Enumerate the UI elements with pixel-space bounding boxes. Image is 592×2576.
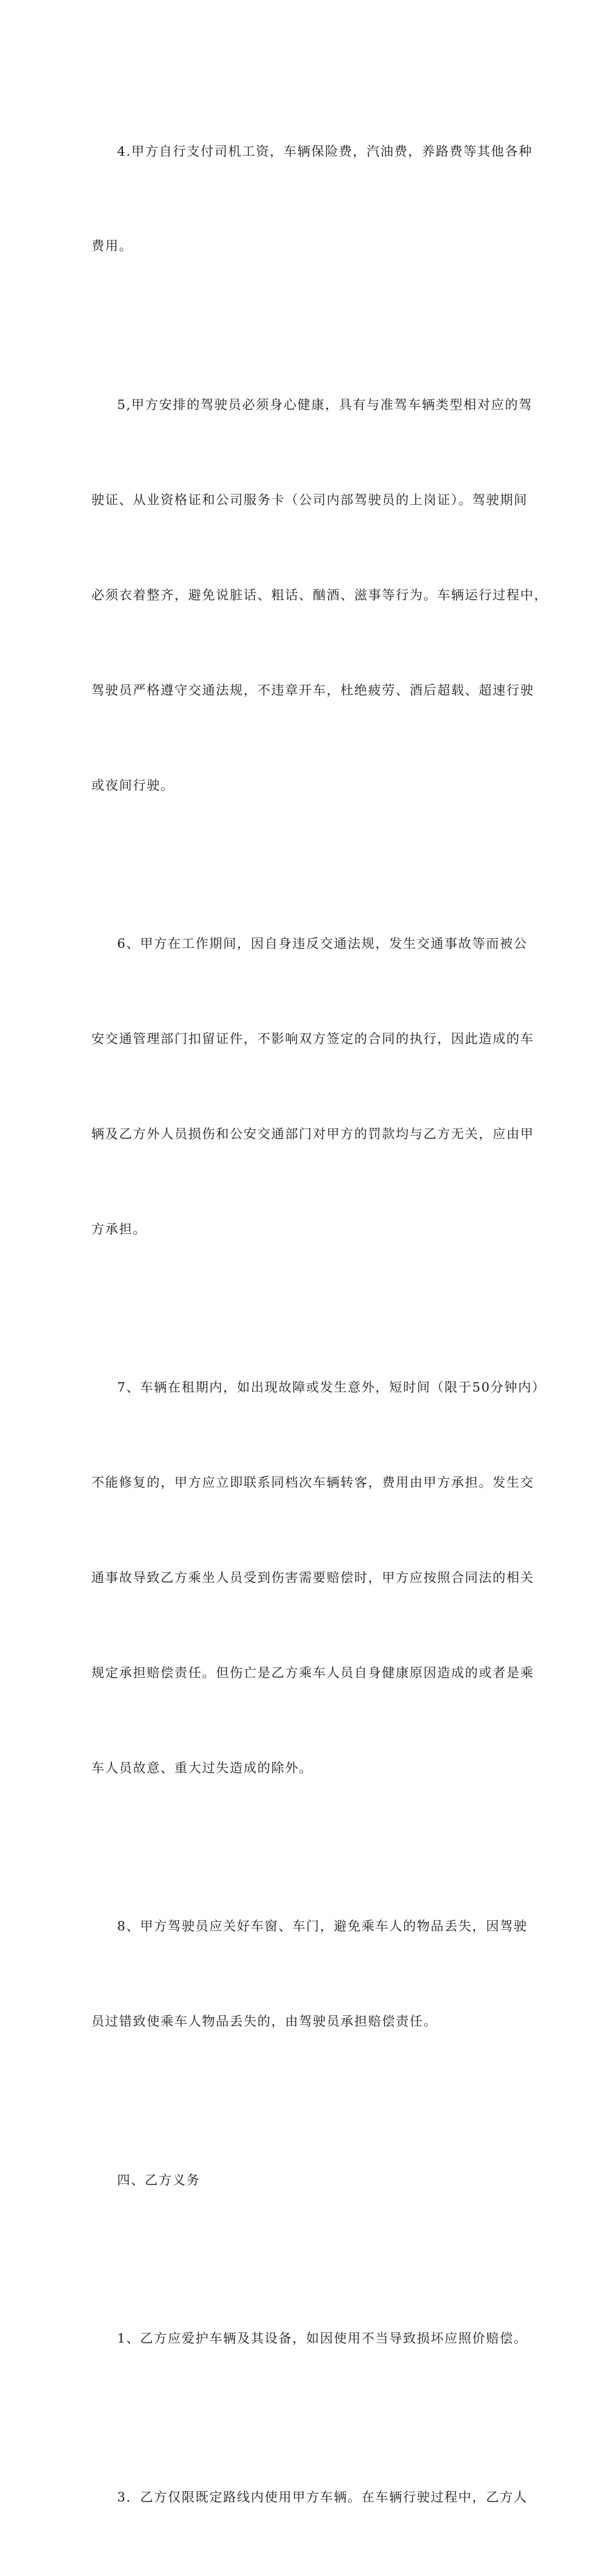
- text-line: 5,甲方安排的驾驶员必须身心健康，具有与准驾车辆类型相对应的驾: [117, 396, 533, 412]
- text-line: 规定承担赔偿责任。但伤亡是乙方乘车人员自身健康原因造成的或者是乘: [91, 1664, 534, 1680]
- text-line: 4.甲方自行支付司机工资，车辆保险费，汽油费，养路费等其他各种: [117, 143, 533, 159]
- text-line: 3．乙方仅限既定路线内使用甲方车辆。在车辆行驶过程中，乙方人: [117, 2489, 528, 2505]
- text-line: 驶证、从业资格证和公司服务卡（公司内部驾驶员的上岗证）。驾驶期间: [91, 491, 528, 507]
- text-line: 费用。: [91, 238, 133, 254]
- text-line: 6、甲方在工作期间，因自身违反交通法规，发生交通事故等而被公: [117, 936, 528, 952]
- text-line: 1、乙方应爱护车辆及其设备，如因使用不当导致损坏应照价赔偿。: [117, 2330, 528, 2346]
- text-line: 7、车辆在租期内，如出现故障或发生意外，短时间（限于50分钟内）: [117, 1379, 546, 1395]
- document-body: [91, 72, 548, 2576]
- text-line: 8、甲方驾驶员应关好车窗、车门，避免乘车人的物品丢失，因驾驶: [117, 1918, 528, 1934]
- text-line: 安交通管理部门扣留证件，不影响双方签定的合同的执行，因此造成的车: [91, 1030, 534, 1046]
- text-line: 车人员故意、重大过失造成的除外。: [91, 1759, 313, 1775]
- text-line: 方承担。: [91, 1220, 147, 1237]
- section-heading-party-b-obligations: [91, 2101, 508, 2259]
- paragraph-6-traffic-violation: [91, 864, 534, 1308]
- text-line: 辆及乙方外人员损伤和公安交通部门对甲方的罚款均与乙方无关，应由甲: [91, 1125, 534, 1141]
- text-line: 或夜间行驶。: [91, 777, 174, 793]
- text-line: 不能修复的，甲方应立即联系同档次车辆转客，费用由甲方承担。发生交: [91, 1474, 534, 1491]
- paragraph-7-breakdown: [91, 1309, 546, 1847]
- paragraph-4-payment: [91, 72, 533, 325]
- text-line: 驾驶员严格遵守交通法规，不违章开车，杜绝疲劳、酒后超载、超速行驶: [91, 682, 534, 698]
- paragraph-5-driver-requirements: [91, 325, 548, 864]
- text-line: 必须衣着整齐，避免说脏话、粗话、酗酒、滋事等行为。车辆运行过程中，: [91, 586, 548, 603]
- paragraph-8-belongings: [91, 1847, 528, 2101]
- text-line: 通事故导致乙方乘坐人员受到伤害需要赔偿时，甲方应按照合同法的相关: [91, 1569, 534, 1585]
- paragraph-b1-care-of-vehicle: [91, 2259, 528, 2417]
- section-heading: 四、乙方义务: [117, 2172, 200, 2188]
- text-line: 员过错致使乘车人物品丢失的，由驾驶员承担赔偿责任。: [91, 2013, 438, 2029]
- paragraph-b3-route-limit: [91, 2418, 528, 2576]
